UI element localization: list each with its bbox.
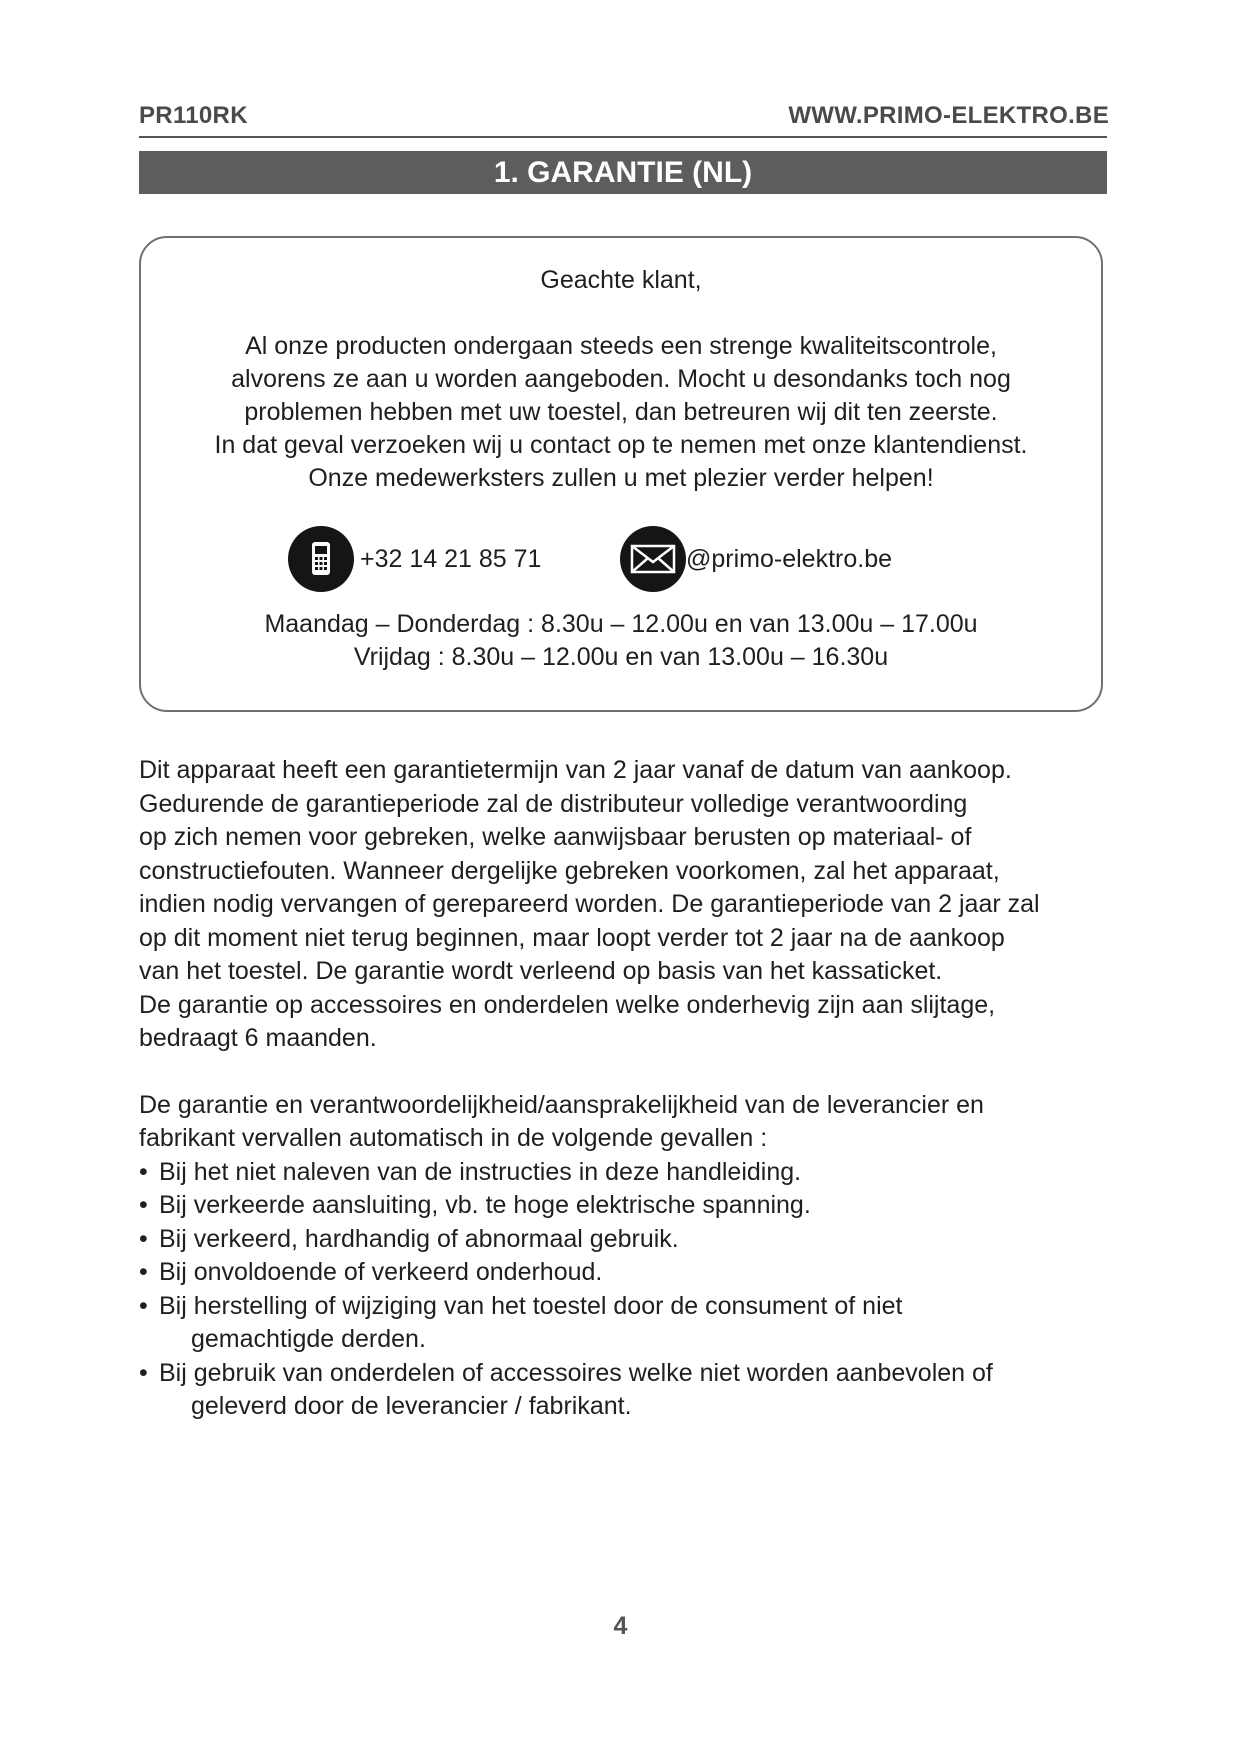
contact-row: [141, 526, 1101, 596]
warranty-paragraph: [139, 754, 1099, 1056]
phone-number[interactable]: +32 14 21 85 71: [360, 545, 542, 573]
list-item-text: Bij het niet naleven van de instructies in deze handleiding.: [159, 1157, 802, 1186]
list-item: [139, 1256, 1099, 1290]
intro-text: [141, 330, 1101, 495]
exclusions-list: [139, 1156, 1099, 1424]
exclusions-section: [139, 1089, 1099, 1424]
opening-hours: [141, 608, 1101, 674]
paragraph-line: bedraagt 6 maanden.: [139, 1024, 377, 1052]
intro-line: alvorens ze aan u worden aangeboden. Mocht u desondanks toch nog: [231, 365, 1011, 393]
hours-line: Maandag – Donderdag : 8.30u – 12.00u en van 13.00u – 17.00u: [264, 610, 978, 638]
list-item: [139, 1357, 1099, 1424]
paragraph-line: De garantie op accessoires en onderdelen welke onderhevig zijn aan slijtage,: [139, 990, 996, 1019]
paragraph-line: op dit moment niet terug beginnen, maar loopt verder tot 2 jaar na de aankoop: [139, 923, 1005, 952]
email-address[interactable]: @primo-elektro.be: [686, 545, 893, 573]
header-divider: [139, 136, 1107, 138]
list-item-text: Bij onvoldoende of verkeerd onderhoud.: [159, 1258, 603, 1286]
model-number: PR110RK: [139, 102, 248, 129]
website-url[interactable]: WWW.PRIMO-ELEKTRO.BE: [788, 102, 1109, 129]
list-item-continuation: gemachtigde derden.: [191, 1325, 426, 1353]
paragraph-line: op zich nemen voor gebreken, welke aanwijsbaar berusten op materiaal- of: [139, 823, 972, 851]
list-item-text: Bij gebruik van onderdelen of accessoires welke niet worden aanbevolen of: [159, 1358, 993, 1387]
list-item: [139, 1156, 1099, 1190]
hours-line: Vrijdag : 8.30u – 12.00u en van 13.00u – 16.30u: [353, 643, 889, 671]
page-number: 4: [613, 1612, 628, 1640]
customer-service-box: [139, 236, 1103, 712]
paragraph-line: van het toestel. De garantie wordt verleend op basis van het kassaticket.: [139, 957, 943, 985]
list-item-text: Bij verkeerd, hardhandig of abnormaal gebruik.: [159, 1224, 679, 1253]
paragraph-line: indien nodig vervangen of gerepareerd worden. De garantieperiode van 2 jaar zal: [139, 890, 1040, 918]
warranty-terms: [139, 754, 1099, 1424]
intro-line: In dat geval verzoeken wij u contact op te nemen met onze klantendienst.: [214, 431, 1028, 459]
salutation: Geachte klant,: [540, 266, 702, 294]
list-item-continuation: geleverd door de leverancier / fabrikant.: [191, 1392, 632, 1420]
paragraph-line: constructiefouten. Wanneer dergelijke gebreken voorkomen, zal het apparaat,: [139, 856, 1000, 885]
phone-icon: [288, 526, 354, 592]
intro-line: Al onze producten ondergaan steeds een strenge kwaliteitscontrole,: [245, 332, 997, 360]
intro-line: Onze medewerksters zullen u met plezier verder helpen!: [308, 464, 934, 492]
list-item-text: Bij herstelling of wijziging van het toestel door de consument of niet: [159, 1291, 903, 1320]
section-title: 1. GARANTIE (NL): [139, 151, 1107, 194]
list-item: [139, 1189, 1099, 1223]
intro-line: problemen hebben met uw toestel, dan betreuren wij dit ten zeerste.: [244, 398, 998, 426]
list-item-text: Bij verkeerde aansluiting, vb. te hoge elektrische spanning.: [159, 1191, 811, 1219]
envelope-icon: [620, 526, 686, 592]
list-item: [139, 1290, 1099, 1357]
exclusions-intro-line: De garantie en verantwoordelijkheid/aansprakelijkheid van de leverancier en: [139, 1090, 984, 1119]
paragraph-line: Dit apparaat heeft een garantietermijn van 2 jaar vanaf de datum van aankoop.: [139, 756, 1012, 784]
paragraph-line: Gedurende de garantieperiode zal de distributeur volledige verantwoording: [139, 789, 968, 818]
exclusions-intro-line: fabrikant vervallen automatisch in de volgende gevallen :: [139, 1124, 768, 1152]
list-item: [139, 1223, 1099, 1257]
